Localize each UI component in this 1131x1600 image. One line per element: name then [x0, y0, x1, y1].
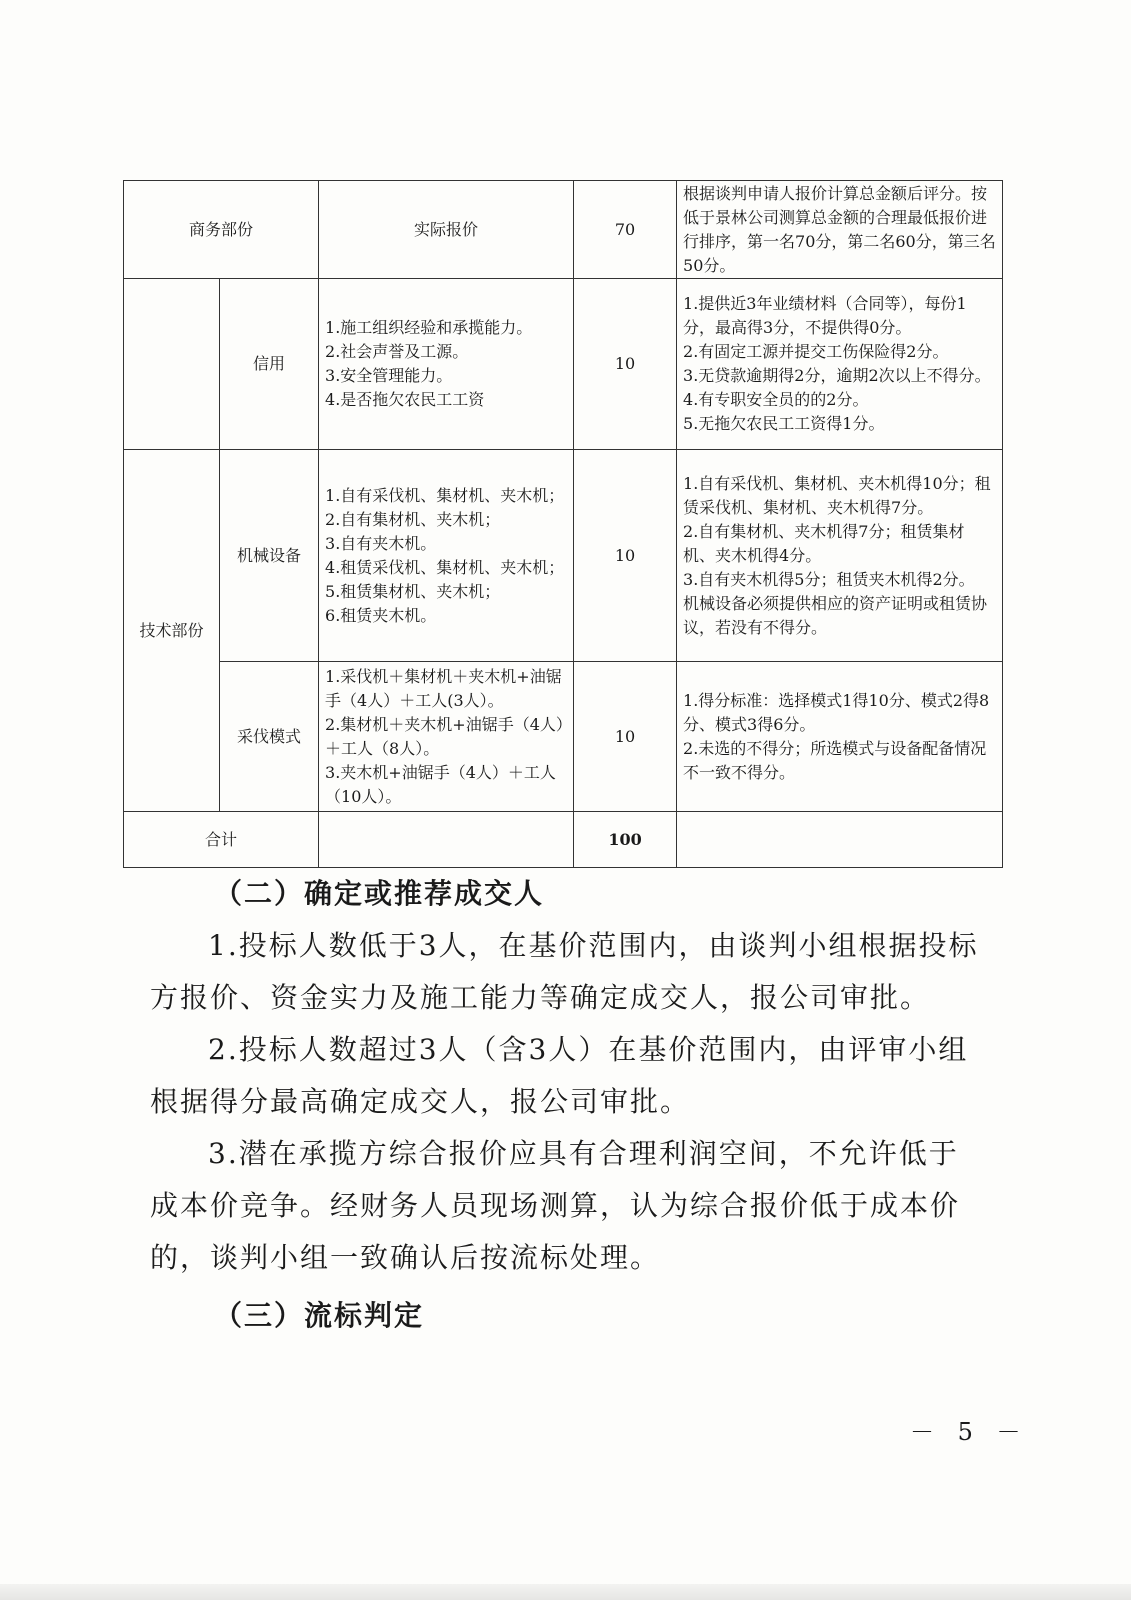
criteria-mode: 1.采伐机＋集材机＋夹木机+油锯手（4人）＋工人(3人）。 2.集材机＋夹木机+油锯手（4人）＋工人（8人）。 3.夹木机+油锯手（4人）＋工人（10人）。 — [319, 662, 574, 812]
table-row-equipment — [124, 450, 1003, 662]
category-technical: 技术部份 — [124, 450, 220, 812]
rules-mode: 1.得分标准：选择模式1得10分、模式2得8分、模式3得6分。 2.未选的不得分；所选模式与设备配备情况不一致不得分。 — [677, 662, 1003, 812]
subcategory-mode: 采伐模式 — [220, 662, 319, 812]
table-row-mode — [124, 662, 1003, 812]
criteria-credit: 1.施工组织经验和承揽能力。 2.社会声誉及工源。 3.安全管理能力。 4.是否拖欠农民工工资 — [319, 279, 574, 450]
total-label: 合计 — [124, 812, 319, 868]
table-row-business — [124, 181, 1003, 279]
score-credit: 10 — [574, 279, 677, 450]
category-business-blank — [124, 279, 220, 450]
criteria-equipment: 1.自有采伐机、集材机、夹木机； 2.自有集材机、夹木机； 3.自有夹木机。 4.租赁采伐机、集材机、夹木机； 5.租赁集材机、夹木机； 6.租赁夹木机。 — [319, 450, 574, 662]
table-row-credit — [124, 279, 1003, 450]
rules-business: 根据谈判申请人报价计算总金额后评分。按低于景林公司测算总金额的合理最低报价进行排序，第一名70分，第二名60分，第三名50分。 — [677, 181, 1003, 279]
criterion-actual-price: 实际报价 — [319, 181, 574, 279]
score-mode: 10 — [574, 662, 677, 812]
section-heading-2: （二）确定或推荐成交人 — [214, 877, 545, 910]
paragraph-3: 3.潜在承揽方综合报价应具有合理利润空间，不允许低于成本价竞争。经财务人员现场测算，认为综合报价低于成本价的，谈判小组一致确认后按流标处理。 — [150, 1137, 961, 1274]
total-rules-blank — [677, 812, 1003, 868]
paragraph-2: 2.投标人数超过3人（含3人）在基价范围内，由评审小组根据得分最高确定成交人，报公司审批。 — [150, 1033, 969, 1118]
subcategory-credit: 信用 — [220, 279, 319, 450]
total-blank — [319, 812, 574, 868]
total-score: 100 — [574, 812, 677, 868]
paragraph-1: 1.投标人数低于3人，在基价范围内，由谈判小组根据投标方报价、资金实力及施工能力等确定成交人，报公司审批。 — [150, 929, 979, 1014]
scan-bottom-edge — [0, 1584, 1131, 1600]
category-business: 商务部份 — [124, 181, 319, 279]
score-equipment: 10 — [574, 450, 677, 662]
section-heading-3: （三）流标判定 — [214, 1299, 425, 1332]
score-business: 70 — [574, 181, 677, 279]
rules-equipment: 1.自有采伐机、集材机、夹木机得10分；租赁采伐机、集材机、夹木机得7分。 2.自有集材机、夹木机得7分；租赁集材机、夹木机得4分。 3.自有夹木机得5分；租赁夹木机得2分。 机械设备必须提供相应的资产证明或租赁协议，若没有不得分。 — [677, 450, 1003, 662]
table-row-total — [124, 812, 1003, 868]
subcategory-equipment: 机械设备 — [220, 450, 319, 662]
page-number: － 5 － — [910, 1418, 1029, 1446]
rules-credit: 1.提供近3年业绩材料（合同等），每份1分，最高得3分，不提供得0分。 2.有固定工源并提交工伤保险得2分。 3.无贷款逾期得2分，逾期2次以上不得分。 4.有专职安全员的的2分。 5.无拖欠农民工工资得1分。 — [677, 279, 1003, 450]
scoring-table — [123, 180, 1003, 868]
body-text — [150, 868, 980, 1342]
